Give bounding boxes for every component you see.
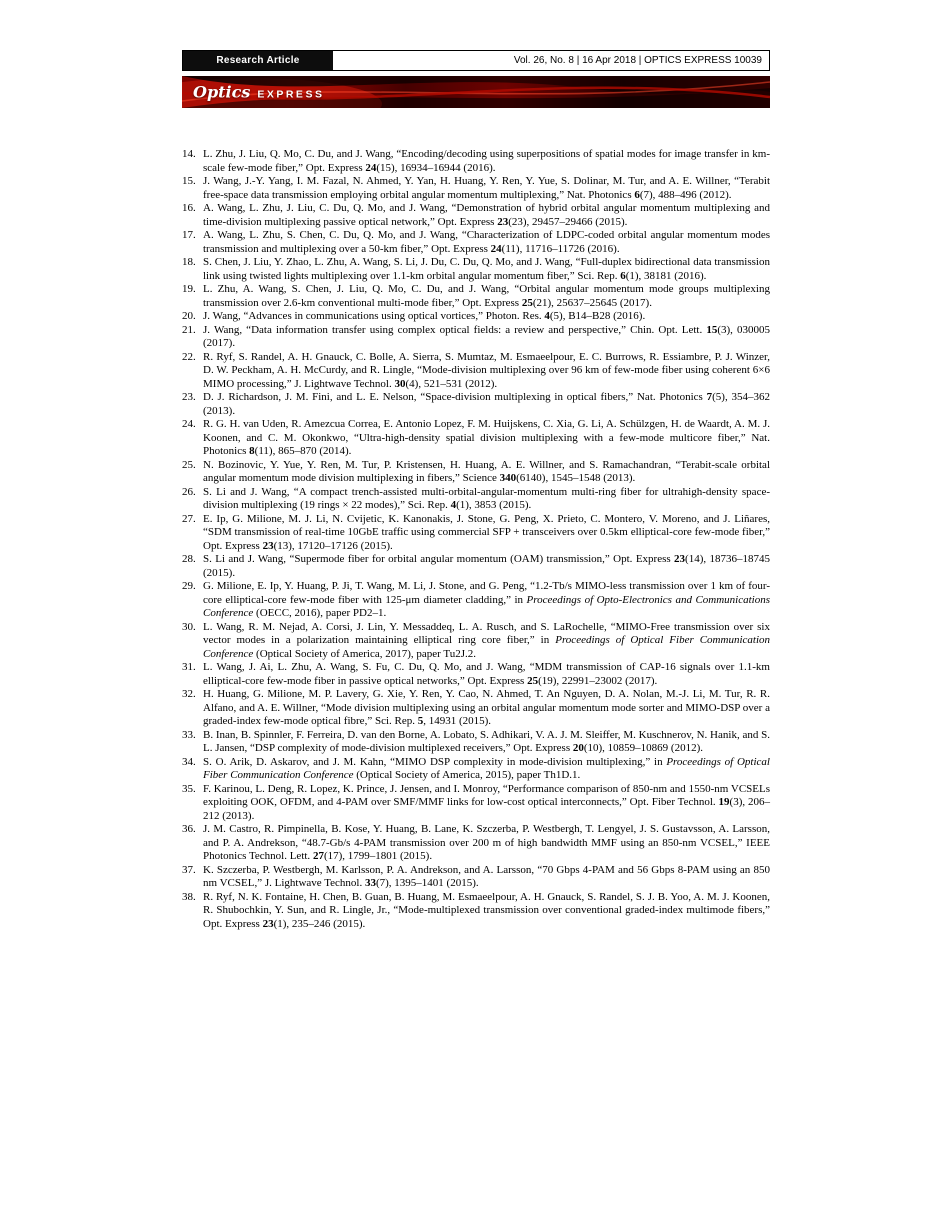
- reference-text: B. Inan, B. Spinnler, F. Ferreira, D. van den Borne, A. Lobato, S. Adhikari, V. A. J. M. Sleiffer, M. Kuschnerov, N. Hanik, and S. L. Jansen, “DSP complexity of mode-division multiplexed receivers,” Opt. Express 20(10), 10859–10869 (2012).: [203, 728, 770, 754]
- research-article-label: Research Article: [216, 55, 300, 66]
- reference-number: 17.: [182, 229, 196, 241]
- reference-number: 22.: [182, 350, 196, 363]
- journal-info-box: [333, 51, 769, 70]
- journal-info-text: Vol. 26, No. 8 | 16 Apr 2018 | OPTICS EXPRESS 10039: [513, 55, 762, 66]
- reference-text: R. Ryf, N. K. Fontaine, H. Chen, B. Guan, B. Huang, M. Esmaeelpour, A. H. Gnauck, S. Randel, S. J. B. Yoo, A. M. J. Koonen, R. Shubochkin, Y. Sun, and R. Lingle, Jr., “Mode-multiplexed transmission over conventional graded-index multimode fibers,” Opt. Express 23(1), 235–246 (2015).: [203, 890, 770, 930]
- reference-text: A. Wang, L. Zhu, S. Chen, C. Du, Q. Mo, and J. Wang, “Characterization of LDPC-coded orbital angular momentum modes transmission and multiplexing over a 50-km fiber,” Opt. Express 24(11), 11716–11726 (2016).: [203, 229, 770, 255]
- logo-express-text: EXPRESS: [257, 88, 325, 101]
- reference-number: 16.: [182, 202, 196, 214]
- reference-item: [182, 175, 770, 202]
- reference-item: [182, 202, 770, 229]
- reference-number: 25.: [182, 458, 196, 471]
- reference-text: F. Karinou, L. Deng, R. Lopez, K. Prince, J. Jensen, and I. Monroy, “Performance comparison of 850-nm and 1550-nm VCSELs exploiting OOK, OFDM, and 4-PAM over SMF/MMF links for low-cost optical interconnects,” Opt. Fiber Technol. 19(3), 206–212 (2013).: [203, 782, 770, 822]
- reference-number: 38.: [182, 890, 196, 903]
- reference-item: [182, 783, 770, 824]
- reference-text: J. Wang, J.-Y. Yang, I. M. Fazal, N. Ahmed, Y. Yan, H. Huang, Y. Ren, Y. Yue, S. Dolinar, M. Tur, and A. E. Willner, “Terabit free-space data transmission employing orbital angular momentum multiplexing,” Nat. Photonics 6(7), 488–496 (2012).: [203, 175, 770, 201]
- reference-text: J. Wang, “Advances in communications using optical vortices,” Photon. Res. 4(5), B14–B28 (2016).: [203, 310, 646, 322]
- references-list: [182, 148, 770, 931]
- reference-number: 28.: [182, 553, 196, 565]
- reference-text: R. Ryf, S. Randel, A. H. Gnauck, C. Bolle, A. Sierra, S. Mumtaz, M. Esmaeelpour, E. C. Burrows, R. Essiambre, P. J. Winzer, D. W. Peckham, A. H. McCurdy, and R. Lingle, “Mode-division multiplexing over 96 km of few-mode fiber using coherent 6×6 MIMO processing,” J. Lightwave Technol. 30(4), 521–531 (2012).: [203, 350, 770, 390]
- reference-number: 24.: [182, 418, 196, 430]
- research-article-badge: [183, 51, 333, 70]
- reference-item: [182, 391, 770, 418]
- reference-item: [182, 351, 770, 392]
- reference-item: [182, 283, 770, 310]
- reference-number: 19.: [182, 283, 196, 295]
- reference-item: [182, 459, 770, 486]
- reference-item: [182, 486, 770, 513]
- reference-number: 15.: [182, 175, 196, 187]
- reference-text: K. Szczerba, P. Westbergh, M. Karlsson, P. A. Andrekson, and A. Larsson, “70 Gbps 4-PAM and 56 Gbps 8-PAM using an 850 nm VCSEL,” J. Lightwave Technol. 33(7), 1395–1401 (2015).: [203, 863, 770, 889]
- reference-number: 34.: [182, 755, 196, 768]
- reference-item: [182, 310, 770, 324]
- reference-text: S. O. Arik, D. Askarov, and J. M. Kahn, “MIMO DSP complexity in mode-division multiplexing,” in Proceedings of Optical Fiber Communication Conference (Optical Society of America, 2015), paper Th1D.1.: [203, 755, 770, 781]
- reference-number: 31.: [182, 661, 196, 673]
- reference-text: N. Bozinovic, Y. Yue, Y. Ren, M. Tur, P. Kristensen, H. Huang, A. E. Willner, and S. Ramachandran, “Terabit-scale orbital angular momentum mode division multiplexing in fibers,” Science 340(6140), 1545–1548 (2013).: [203, 458, 770, 484]
- reference-text: S. Li and J. Wang, “A compact trench-assisted multi-orbital-angular-momentum multi-ring fiber for ultrahigh-density space-division multiplexing (19 rings × 22 modes),” Sci. Rep. 4(1), 3853 (2015).: [203, 485, 770, 511]
- reference-number: 20.: [182, 310, 196, 322]
- reference-text: R. G. H. van Uden, R. Amezcua Correa, E. Antonio Lopez, F. M. Huijskens, C. Xia, G. Li, A. Schülzgen, H. de Waardt, A. M. J. Koonen, and C. M. Okonkwo, “Ultra-high-density spatial division multiplexing with a few-mode multicore fiber,” Nat. Photonics 8(11), 865–870 (2014).: [203, 418, 770, 457]
- reference-number: 18.: [182, 256, 196, 268]
- reference-number: 36.: [182, 823, 196, 835]
- reference-text: L. Zhu, A. Wang, S. Chen, J. Liu, Q. Mo, C. Du, and J. Wang, “Orbital angular momentum mode groups multiplexing transmission over 2.6-km conventional multi-mode fiber,” Opt. Express 25(21), 25637–25645 (2017).: [203, 283, 770, 309]
- reference-text: J. M. Castro, R. Pimpinella, B. Kose, Y. Huang, B. Lane, K. Szczerba, P. Westbergh, T. Lengyel, J. S. Gustavsson, A. Larsson, and P. A. Andrekson, “48.7-Gb/s 4-PAM transmission over 200 m of high bandwidth MMF using an 850-nm VCSEL,” IEEE Photonics Technol. Lett. 27(17), 1799–1801 (2015).: [203, 823, 770, 862]
- reference-text: J. Wang, “Data information transfer using complex optical fields: a review and perspective,” Chin. Opt. Lett. 15(3), 030005 (2017).: [203, 323, 770, 349]
- reference-item: [182, 324, 770, 351]
- reference-number: 21.: [182, 323, 196, 336]
- reference-item: [182, 891, 770, 932]
- reference-item: [182, 756, 770, 783]
- reference-item: [182, 621, 770, 662]
- reference-number: 26.: [182, 485, 196, 498]
- reference-text: S. Li and J. Wang, “Supermode fiber for orbital angular momentum (OAM) transmission,” Opt. Express 23(14), 18736–18745 (2015).: [203, 553, 770, 579]
- content-column: [182, 50, 770, 931]
- reference-text: D. J. Richardson, J. M. Fini, and L. E. Nelson, “Space-division multiplexing in optical fibers,” Nat. Photonics 7(5), 354–362 (2013).: [203, 391, 771, 417]
- reference-text: L. Zhu, J. Liu, Q. Mo, C. Du, and J. Wang, “Encoding/decoding using superpositions of spatial modes for image transfer in km-scale few-mode fiber,” Opt. Express 24(15), 16934–16944 (2016).: [203, 148, 770, 174]
- logo-optics-text: Optics: [193, 82, 251, 102]
- reference-number: 29.: [182, 580, 196, 592]
- reference-number: 35.: [182, 782, 196, 795]
- reference-text: L. Wang, J. Ai, L. Zhu, A. Wang, S. Fu, C. Du, Q. Mo, and J. Wang, “MDM transmission of CAP-16 signals over 1.1-km elliptical-core few-mode fiber in passive optical networks,” Opt. Express 25(19), 22991–23002 (2017).: [203, 661, 770, 687]
- reference-number: 27.: [182, 512, 196, 525]
- reference-text: E. Ip, G. Milione, M. J. Li, N. Cvijetic, K. Kanonakis, J. Stone, G. Peng, X. Prieto, C. Montero, V. Moreno, and J. Liñares, “SDM transmission of real-time 10GbE traffic using commercial SFP + transceivers over 0.5km elliptical-core few-mode fiber,” Opt. Express 23(13), 17120–17126 (2015).: [203, 512, 770, 552]
- reference-text: L. Wang, R. M. Nejad, A. Corsi, J. Lin, Y. Messaddeq, L. A. Rusch, and S. LaRochelle, “MIMO-Free transmission over six vector modes in a polarization maintaining elliptical ring core fiber,” in Proceedings of Optical Fiber Communication Conference (Optical Society of America, 2017), paper Tu2J.2.: [203, 620, 771, 660]
- optics-express-banner: [182, 76, 770, 108]
- reference-item: [182, 864, 770, 891]
- reference-number: 14.: [182, 148, 196, 160]
- reference-number: 33.: [182, 728, 196, 741]
- reference-text: A. Wang, L. Zhu, J. Liu, C. Du, Q. Mo, and J. Wang, “Demonstration of hybrid orbital angular momentum multiplexing and time-division multiplexing passive optical network,” Opt. Express 23(23), 29457–29466 (2015).: [203, 202, 770, 228]
- reference-item: [182, 688, 770, 729]
- header-bar: [182, 50, 770, 71]
- reference-number: 32.: [182, 688, 196, 700]
- reference-item: [182, 729, 770, 756]
- journal-logo: [193, 83, 324, 102]
- reference-text: H. Huang, G. Milione, M. P. Lavery, G. Xie, Y. Ren, Y. Cao, N. Ahmed, T. An Nguyen, D. A. Nolan, M.-J. Li, M. Tur, R. R. Alfano, and A. E. Willner, “Mode division multiplexing using an orbital angular momentum mode sorter and MIMO-DSP over a graded-index few-mode optical fibre,” Sci. Rep. 5, 14931 (2015).: [203, 688, 770, 727]
- reference-text: S. Chen, J. Liu, Y. Zhao, L. Zhu, A. Wang, S. Li, J. Du, C. Du, Q. Mo, and J. Wang, “Full-duplex bidirectional data transmission link using twisted lights multiplexing over 1.1-km orbital angular momentum fiber,” Sci. Rep. 6(1), 38181 (2016).: [203, 256, 770, 282]
- reference-item: [182, 553, 770, 580]
- reference-number: 23.: [182, 391, 196, 403]
- reference-item: [182, 661, 770, 688]
- reference-item: [182, 148, 770, 175]
- reference-text: G. Milione, E. Ip, Y. Huang, P. Ji, T. Wang, M. Li, J. Stone, and G. Peng, “1.2-Tb/s MIMO-less transmission over 1 km of four-core elliptical-core few-mode fiber with 125-μm diameter cladding,” in Proceedings of Opto-Electronics and Communications Conference (OECC, 2016), paper PD2–1.: [203, 580, 771, 619]
- reference-item: [182, 256, 770, 283]
- reference-item: [182, 580, 770, 621]
- reference-number: 30.: [182, 620, 196, 633]
- reference-item: [182, 418, 770, 459]
- reference-item: [182, 513, 770, 554]
- reference-item: [182, 823, 770, 864]
- reference-number: 37.: [182, 863, 196, 876]
- reference-item: [182, 229, 770, 256]
